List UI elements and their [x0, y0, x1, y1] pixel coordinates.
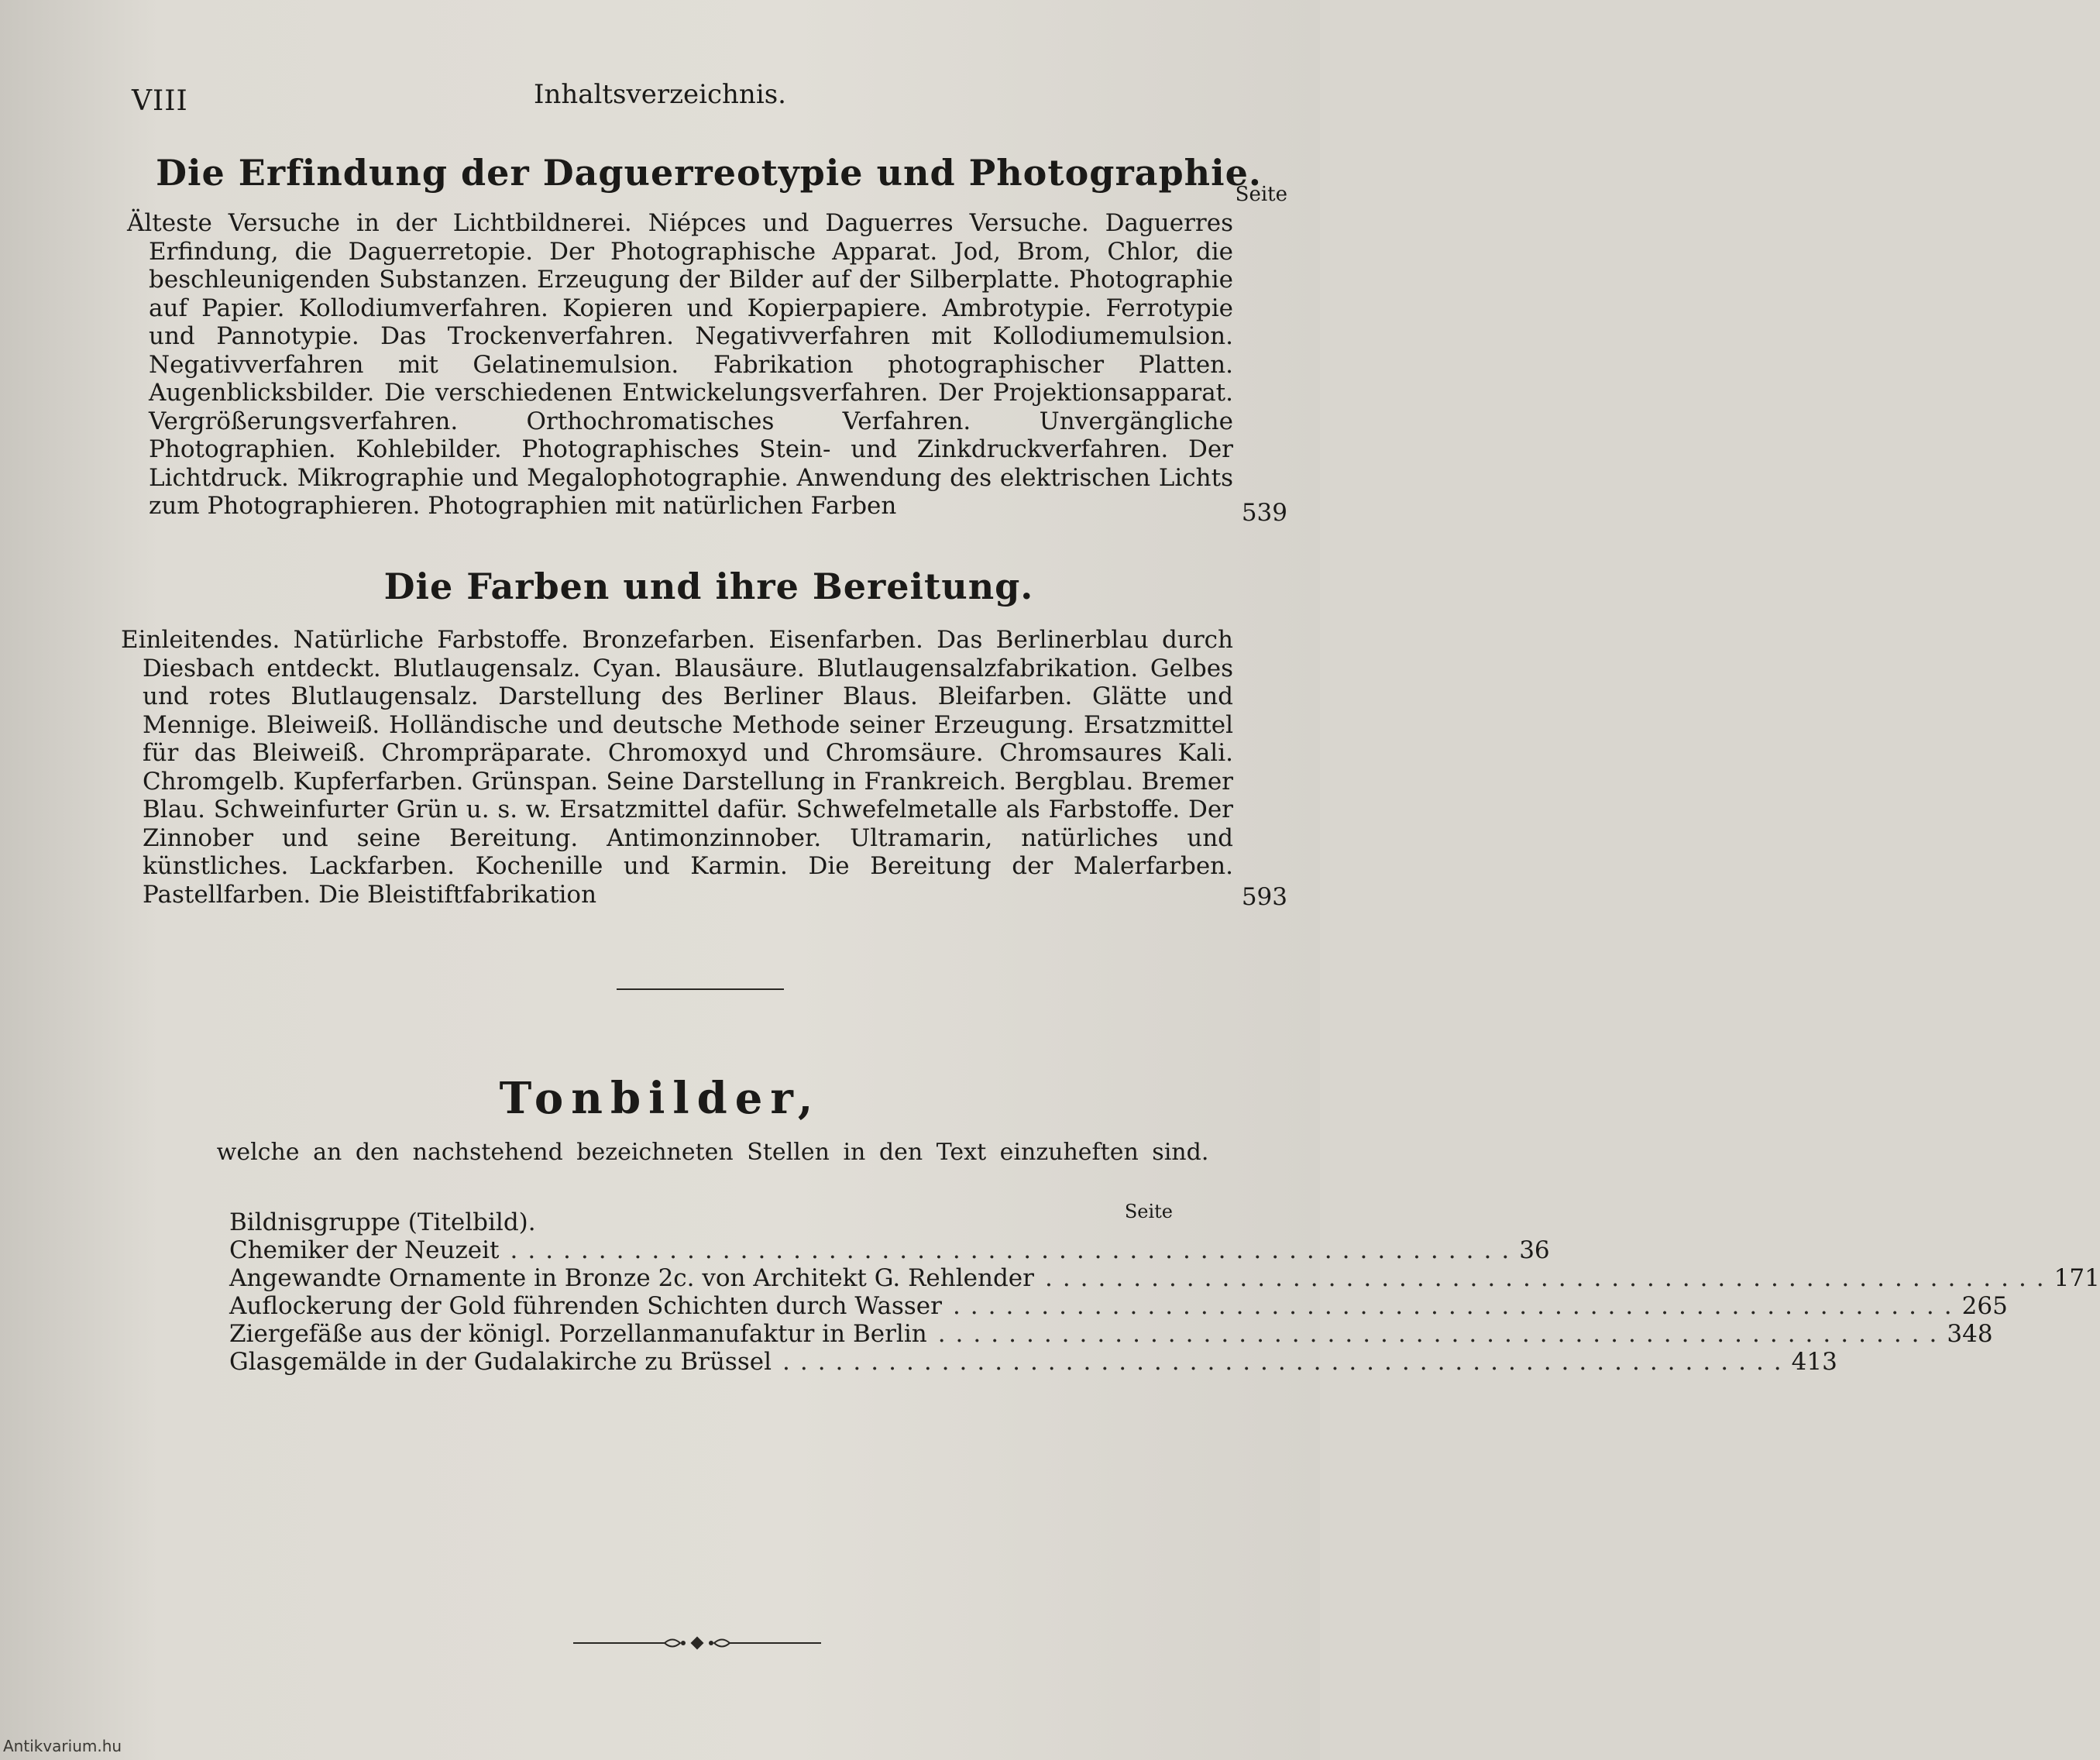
section-text: Älteste Versuche in der Lichtbildnerei. Niépces und Daguerres Versuche. Daguerres Erfindung, die Daguerretopie. Der Photographische Apparat. Jod, Brom, Chlor, die beschleunigenden Substanzen. Erzeugung der Bilder auf der Silberplatte. Photographie auf Papier. Kollodiumverfahren. Kopieren und Kopierpapiere. Ambrotypie. Ferrotypie und Pannotypie. Das Trockenverfahren. Negativverfahren mit Kollodiumemulsion. Negativverfahren mit Gelatinemulsion. Fabrikation photographischer Platten. Augenblicksbilder. Die verschiedenen Entwickelungsverfahren. Der Projektionsapparat. Vergrößerungsverfahren. Orthochromatisches Verfahren. Unvergängliche Photographien. Kohlebilder. Photographisches Stein- und Zinkdruckverfahren. Der Lichtdruck. Mikrographie und Megalophotographie. Anwendung des elektrischen Lichts zum Photographieren. Photographien mit natürlichen Farben: [127, 209, 1233, 520]
dot-leader: .........................................................: [1044, 1264, 2054, 1292]
list-item-page: 348: [1947, 1320, 1993, 1348]
list-item: [229, 1264, 2100, 1292]
list-item-label: Ziergefäße aus der königl. Porzellanmanufaktur in Berlin: [229, 1320, 927, 1348]
list-item: [229, 1348, 1837, 1376]
dot-leader: .........................................................: [937, 1320, 1947, 1348]
list-item-label: Auflockerung der Gold führenden Schichten durch Wasser: [229, 1292, 942, 1320]
watermark: Antikvarium.hu: [3, 1737, 122, 1755]
divider-rule: [617, 988, 784, 990]
section-title-photography: Die Erfindung der Daguerreotypie und Photographie.: [156, 152, 1262, 194]
running-header: Inhaltsverzeichnis.: [534, 79, 786, 110]
list-item: [229, 1292, 2008, 1320]
tonbilder-list: [229, 1208, 2100, 1376]
list-item-label: Bildnisgruppe (Titelbild).: [229, 1208, 536, 1236]
list-item-page: 265: [1961, 1292, 2008, 1320]
list-item-label: Chemiker der Neuzeit: [229, 1236, 500, 1264]
list-item-page: 171: [2054, 1264, 2100, 1292]
list-item: [229, 1320, 1993, 1348]
list-item-label: Glasgemälde in der Gudalakirche zu Brüssel: [229, 1348, 772, 1376]
section-text: Einleitendes. Natürliche Farbstoffe. Bronzefarben. Eisenfarben. Das Berlinerblau durch Diesbach entdeckt. Blutlaugensalz. Cyan. Blausäure. Blutlaugensalzfabrikation. Gelbes und rotes Blutlaugensalz. Darstellung des Berliner Blaus. Bleifarben. Glätte und Mennige. Bleiweiß. Holländische und deutsche Methode seiner Erzeugung. Ersatzmittel für das Bleiweiß. Chrompräparate. Chromoxyd und Chromsäure. Chromsaures Kali. Chromgelb. Kupferfarben. Grünspan. Seine Darstellung in Frankreich. Bergblau. Bremer Blau. Schweinfurter Grün u. s. w. Ersatzmittel dafür. Schwefelmetalle als Farbstoffe. Der Zinnober und seine Bereitung. Antimonzinnober. Ultramarin, natürliches und künstliches. Lackfarben. Kochenille und Karmin. Die Bereitung der Malerfarben. Pastellfarben. Die Bleistiftfabrikation: [121, 626, 1233, 909]
section-text-photography: [127, 209, 1233, 521]
section-page-colors: 593: [1241, 883, 1287, 911]
section-text-colors: [121, 626, 1233, 909]
list-item-label: Angewandte Ornamente in Bronze 2c. von Architekt G. Rehlender: [229, 1264, 1034, 1292]
tonbilder-subtitle: welche an den nachstehend bezeichneten Stellen in den Text einzuheften sind.: [216, 1139, 1209, 1166]
section-title-colors: Die Farben und ihre Bereitung.: [383, 565, 1034, 607]
dot-leader: .........................................................: [952, 1292, 1962, 1320]
list-item: [229, 1208, 1174, 1236]
tonbilder-title: Tonbilder,: [499, 1073, 821, 1124]
list-item-page: 36: [1519, 1236, 1550, 1264]
list-item: [229, 1236, 1550, 1264]
section-page-photography: 539: [1241, 499, 1287, 527]
tonbilder-seite-label: Seite: [1124, 1201, 1173, 1222]
dot-leader: .........................................................: [782, 1348, 1792, 1376]
seite-label: Seite: [1235, 183, 1287, 206]
page-number: VIII: [132, 85, 188, 117]
dot-leader: .........................................................: [510, 1236, 1520, 1264]
ornament-divider: [573, 1631, 821, 1655]
list-item-page: 413: [1791, 1348, 1837, 1376]
